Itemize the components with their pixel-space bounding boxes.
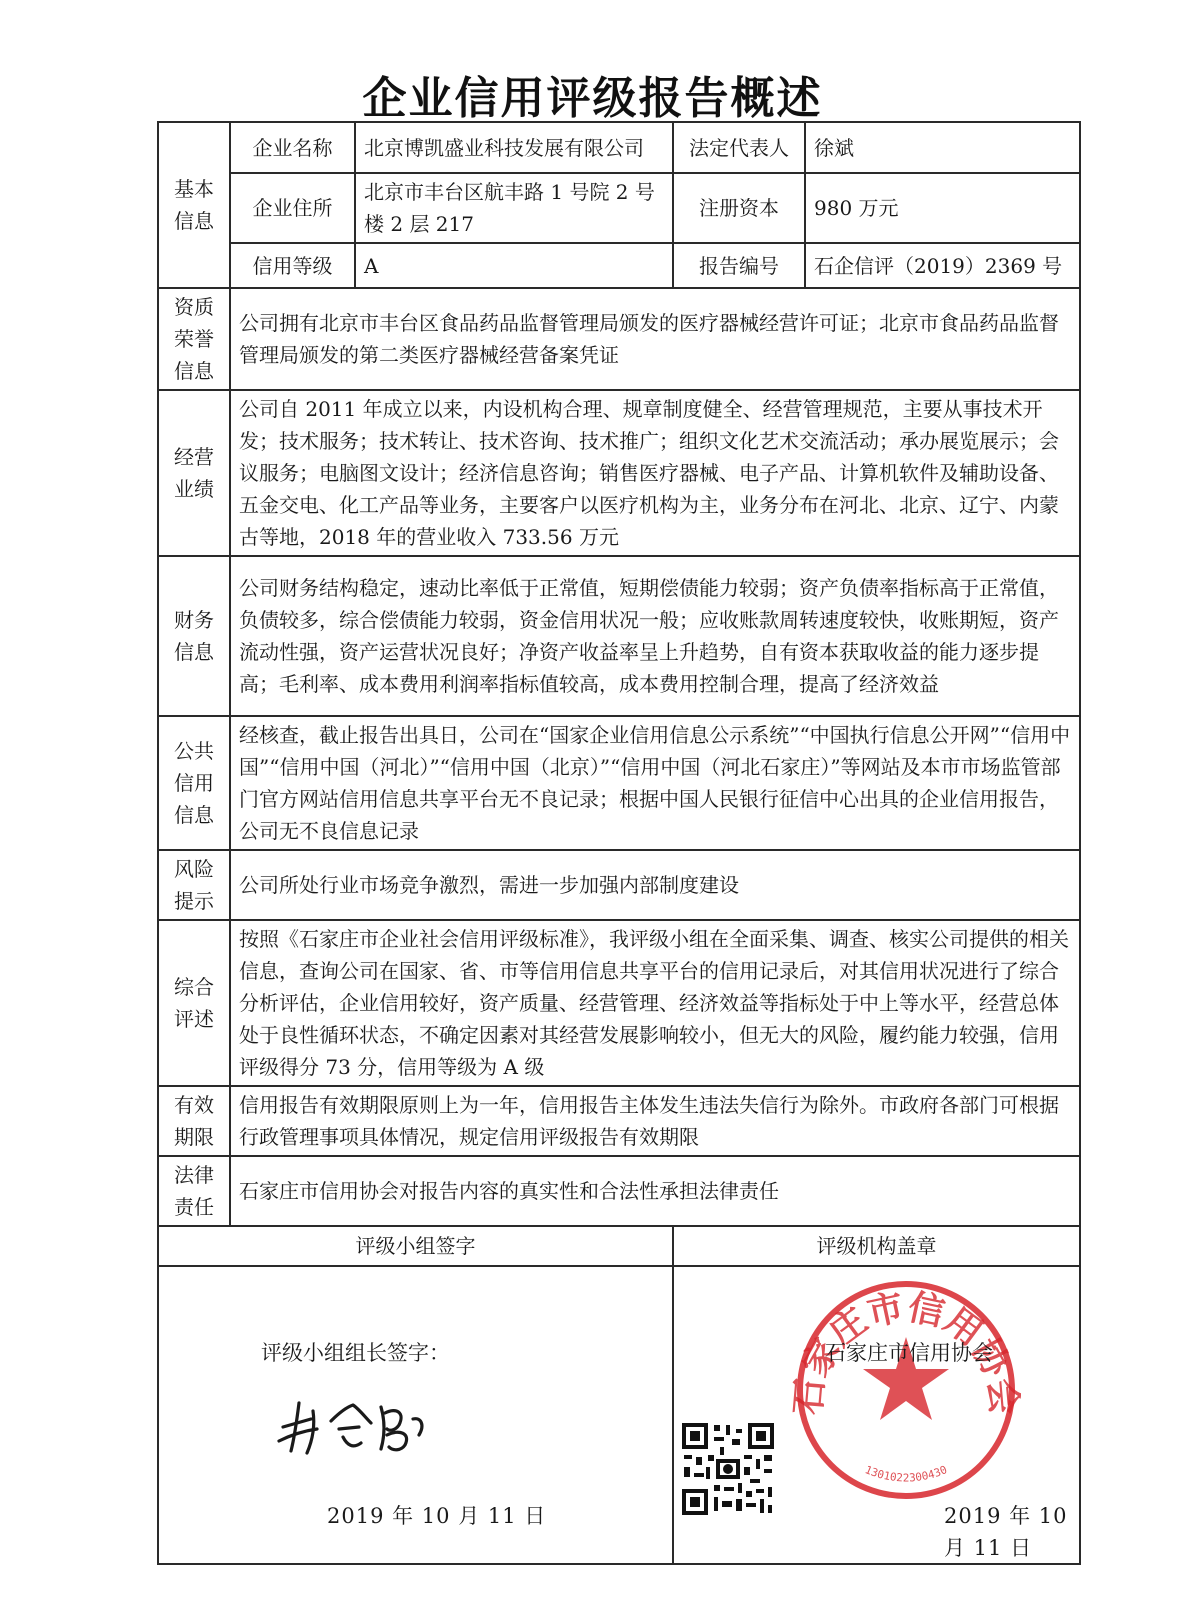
credit-grade-value: A bbox=[355, 243, 673, 288]
seal-area bbox=[673, 1266, 1080, 1564]
company-name-label: 企业名称 bbox=[230, 122, 355, 173]
performance-text: 公司自 2011 年成立以来，内设机构合理、规章制度健全、经营管理规范，主要从事技术开发；技术服务；技术转让、技术咨询、技术推广；组织文化艺术交流活动；承办展览展示；会议服务；电脑图文设计；经济信息咨询；销售医疗器械、电子产品、计算机软件及辅助设备、五金交电、化工产品等业务，主要客户以医疗机构为主，业务分布在河北、北京、辽宁、内蒙古等地，2018 年的营业收入 733.56 万元 bbox=[230, 390, 1080, 556]
validity-label: 有效期限 bbox=[158, 1086, 230, 1156]
svg-text:1301022300430 bbox=[863, 1463, 949, 1484]
official-seal bbox=[791, 1275, 1021, 1514]
legal-text: 石家庄市信用协会对报告内容的真实性和合法性承担法律责任 bbox=[230, 1156, 1080, 1226]
performance-label: 经营业绩 bbox=[158, 390, 230, 556]
legal-rep-label: 法定代表人 bbox=[673, 122, 805, 173]
sign-group-area bbox=[158, 1266, 673, 1564]
summary-text: 按照《石家庄市企业社会信用评级标准》，我评级小组在全面采集、调查、核实公司提供的相关信息，查询公司在国家、省、市等信用信息共享平台的信用记录后，对其信用状况进行了综合分析评估，企业信用较好，资产质量、经营管理、经济效益等指标处于中上等水平，经营总体处于良性循环状态，不确定因素对其经营发展影响较小，但无大的风险，履约能力较强，信用评级得分 73 分，信用等级为 A 级 bbox=[230, 920, 1080, 1086]
qr-code-icon bbox=[680, 1421, 776, 1526]
capital-label: 注册资本 bbox=[673, 173, 805, 243]
leader-sign-label: 评级小组组长签字： bbox=[261, 1341, 450, 1365]
risk-label: 风险提示 bbox=[158, 850, 230, 920]
risk-text: 公司所处行业市场竞争激烈，需进一步加强内部制度建设 bbox=[230, 850, 1080, 920]
qualification-label: 资质荣誉信息 bbox=[158, 288, 230, 390]
qualification-text: 公司拥有北京市丰台区食品药品监督管理局颁发的医疗器械经营许可证；北京市食品药品监督管理局颁发的第二类医疗器械经营备案凭证 bbox=[230, 288, 1080, 390]
public-credit-text: 经核查，截止报告出具日，公司在“国家企业信用信息公示系统”“中国执行信息公开网”“信用中国”“信用中国（河北）”“信用中国（北京）”“信用中国（河北石家庄）”等网站及本市市场监管部门官方网站信用信息共享平台无不良记录；根据中国人民银行征信中心出具的企业信用报告，公司无不良信息记录 bbox=[230, 716, 1080, 850]
seal-arc-text: 石家庄市信用协会 bbox=[791, 1286, 1021, 1417]
public-credit-label: 公共信用信息 bbox=[158, 716, 230, 850]
report-number-value: 石企信评（2019）2369 号 bbox=[805, 243, 1080, 288]
validity-text: 信用报告有效期限原则上为一年，信用报告主体发生违法失信行为除外。市政府各部门可根据行政管理事项具体情况，规定信用评级报告有效期限 bbox=[230, 1086, 1080, 1156]
sign-group-header: 评级小组签字 bbox=[158, 1226, 673, 1266]
finance-label: 财务信息 bbox=[158, 556, 230, 716]
legal-label: 法律责任 bbox=[158, 1156, 230, 1226]
signature-mark bbox=[273, 1391, 443, 1470]
seal-inner-text: 石家庄市信用协会 bbox=[825, 1341, 993, 1365]
address-label: 企业住所 bbox=[230, 173, 355, 243]
credit-grade-label: 信用等级 bbox=[230, 243, 355, 288]
page-title: 企业信用评级报告概述 bbox=[362, 73, 823, 124]
legal-rep-value: 徐斌 bbox=[805, 122, 1080, 173]
seal-header: 评级机构盖章 bbox=[673, 1226, 1080, 1266]
address-value: 北京市丰台区航丰路 1 号院 2 号楼 2 层 217 bbox=[355, 173, 673, 243]
finance-text: 公司财务结构稳定，速动比率低于正常值，短期偿债能力较弱；资产负债率指标高于正常值，负债较多，综合偿债能力较弱，资金信用状况一般；应收账款周转速度较快，收账期短，资产流动性强，资产运营状况良好；净资产收益率呈上升趋势，自有资本获取收益的能力逐步提高；毛利率、成本费用利润率指标值较高，成本费用控制合理，提高了经济效益 bbox=[230, 556, 1080, 716]
summary-label: 综合评述 bbox=[158, 920, 230, 1086]
capital-value: 980 万元 bbox=[805, 173, 1080, 243]
seal-date: 2019 年 10 月 11 日 bbox=[944, 1504, 1068, 1560]
report-number-label: 报告编号 bbox=[673, 243, 805, 288]
company-name-value: 北京博凯盛业科技发展有限公司 bbox=[355, 122, 673, 173]
sign-date: 2019 年 10 月 11 日 bbox=[327, 1504, 547, 1528]
basic-info-label: 基本信息 bbox=[158, 122, 230, 288]
report-table bbox=[157, 121, 1081, 1565]
seal-number: 1301022300430 bbox=[862, 1463, 950, 1485]
